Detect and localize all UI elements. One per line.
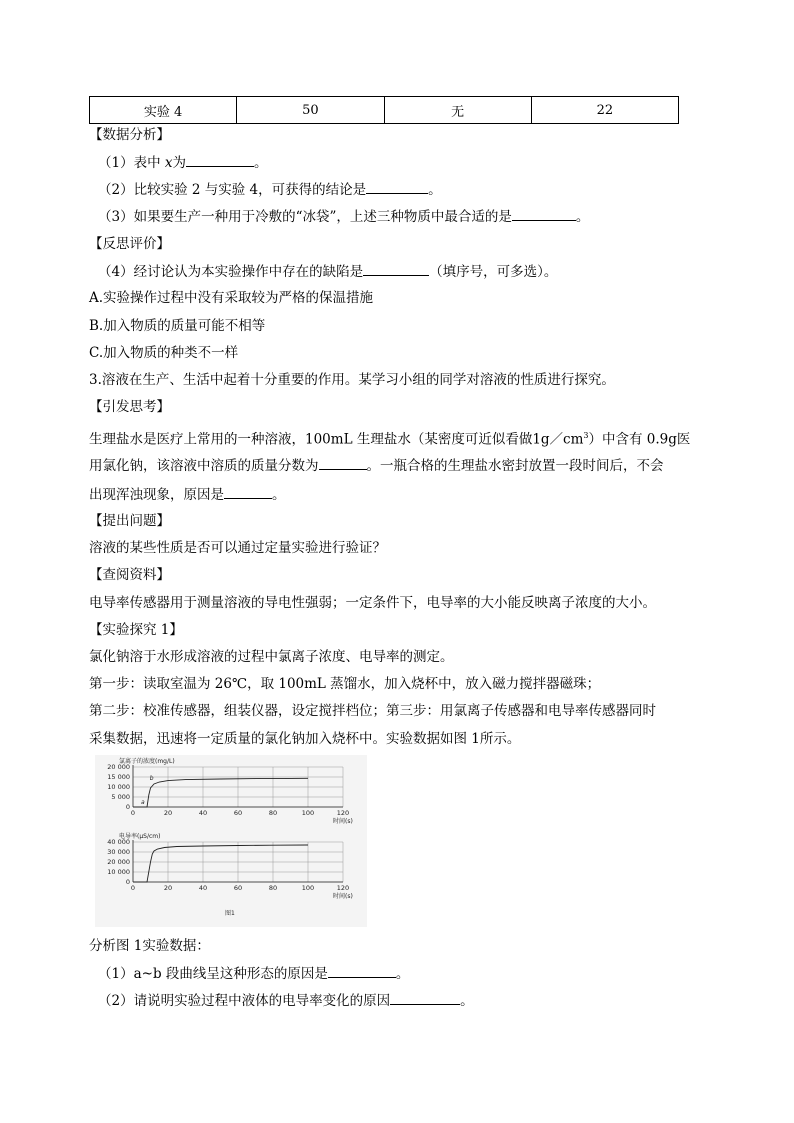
table-cell: 50	[237, 97, 384, 124]
question-text: 。	[395, 966, 410, 982]
table-cell: 22	[531, 97, 678, 124]
y-axis-label: 氯离子的浓度(mg/L)	[119, 758, 175, 765]
superscript: 3	[583, 431, 589, 440]
x-tick-label: 20	[163, 884, 173, 892]
paragraph-text: 。	[272, 487, 286, 503]
y-tick-label: 20 000	[107, 858, 130, 866]
answer-blank[interactable]	[328, 963, 396, 978]
section-heading: 【数据分析】	[89, 127, 170, 143]
answer-blank[interactable]	[366, 179, 428, 194]
answer-blank[interactable]	[363, 261, 429, 276]
answer-blank[interactable]	[390, 990, 460, 1005]
x-tick-label: 20	[163, 809, 173, 817]
paragraph-text: ）中含有 0.9g医	[588, 431, 691, 448]
paragraph-line	[89, 426, 690, 450]
data-table	[89, 96, 679, 124]
paragraph-text: 用氯化钠，该溶液中溶质的质量分数为	[89, 458, 319, 474]
chart-svg	[95, 755, 367, 927]
y-tick-label: 0	[125, 803, 130, 811]
x-axis-label: 时间(s)	[333, 893, 353, 900]
y-tick-label: 30 000	[107, 848, 130, 856]
figure-1	[95, 755, 367, 927]
question-text: 。	[428, 182, 442, 198]
answer-blank[interactable]	[224, 484, 272, 499]
x-tick-label: 40	[198, 809, 208, 817]
question-text: （4）经讨论认为本实验操作中存在的缺陷是	[98, 264, 364, 280]
paragraph-text: 生理盐水是医疗上常用的一种溶液，100mL 生理盐水（某密度可近似看做1g／cm	[89, 431, 584, 448]
question-analysis-2	[98, 990, 474, 1011]
annotation-b: b	[149, 775, 154, 782]
section-heading: 【查阅资料】	[89, 567, 170, 583]
option-a: A.实验操作过程中没有采取较为严格的保温措施	[89, 290, 374, 306]
x-tick-label: 0	[130, 809, 136, 817]
paragraph-line: 第二步：校准传感器，组装仪器，设定搅拌档位；第三步：用氯离子传感器和电导率传感器同时	[89, 703, 656, 719]
x-tick-label: 100	[301, 884, 315, 892]
answer-blank[interactable]	[512, 206, 576, 221]
x-tick-label: 120	[336, 884, 350, 892]
x-tick-label: 40	[198, 884, 208, 892]
question-text: 为	[172, 155, 187, 171]
y-tick-label: 10 000	[107, 783, 130, 791]
paragraph-line: 采集数据，迅速将一定质量的氯化钠加入烧杯中。实验数据如图 1所示。	[89, 731, 521, 747]
answer-blank[interactable]	[186, 152, 254, 167]
section-heading: 【提出问题】	[89, 513, 170, 529]
option-b: B.加入物质的质量可能不相等	[89, 318, 266, 334]
question-text: 。	[460, 993, 474, 1009]
question-text: （3）如果要生产一种用于冷敷的“冰袋”，上述三种物质中最合适的是	[98, 209, 512, 225]
section-heading: 【引发思考】	[89, 399, 170, 415]
x-tick-label: 120	[336, 809, 350, 817]
question-text: （2）请说明实验过程中液体的电导率变化的原因	[98, 993, 391, 1009]
question-intro: 3.溶液在生产、生活中起着十分重要的作用。某学习小组的同学对溶液的性质进行探究。	[89, 372, 615, 388]
table-cell: 实验 4	[90, 97, 237, 124]
paragraph-line: 氯化钠溶于水形成溶液的过程中氯离子浓度、电导率的测定。	[89, 649, 454, 665]
x-tick-label: 0	[130, 884, 136, 892]
y-tick-label: 40 000	[107, 838, 130, 846]
y-tick-label: 15 000	[107, 773, 130, 781]
question-analysis-1	[98, 963, 409, 984]
table-row	[90, 97, 679, 124]
paragraph-line: 电导率传感器用于测量溶液的导电性强弱；一定条件下，电导率的大小能反映离子浓度的大小。	[89, 595, 656, 611]
paragraph-line	[89, 455, 664, 476]
y-tick-label: 5 000	[111, 793, 130, 801]
variable-x: x	[164, 155, 173, 171]
question-2	[98, 179, 442, 200]
annotation-a: a	[141, 799, 145, 806]
table-cell: 无	[384, 97, 531, 124]
paragraph-line: 分析图 1实验数据：	[89, 938, 210, 954]
question-1	[98, 152, 268, 173]
answer-blank[interactable]	[319, 455, 367, 470]
x-tick-label: 60	[233, 884, 243, 892]
paragraph-line: 溶液的某些性质是否可以通过定量实验进行验证？	[89, 540, 386, 556]
question-3	[98, 206, 589, 227]
question-text: （1）表中	[98, 155, 165, 171]
y-tick-label: 20 000	[107, 763, 130, 771]
x-tick-label: 60	[233, 809, 243, 817]
figure-caption: 图1	[225, 910, 235, 917]
question-text: 。	[575, 209, 590, 225]
question-text: （填序号，可多选）。	[429, 264, 558, 280]
section-heading: 【反思评价】	[89, 236, 170, 252]
paragraph-text: 。一瓶合格的生理盐水密封放置一段时间后，不会	[366, 458, 664, 474]
chart-background	[95, 755, 367, 927]
x-tick-label: 100	[301, 809, 315, 817]
question-text: （2）比较实验 2 与实验 4，可获得的结论是	[98, 182, 367, 198]
paragraph-text: 出现浑浊现象，原因是	[89, 487, 224, 503]
question-4	[98, 261, 557, 282]
x-axis-label: 时间(s)	[333, 818, 353, 825]
x-tick-label: 80	[268, 809, 278, 817]
question-text: （1）a~b 段曲线呈这种形态的原因是	[98, 966, 328, 982]
option-c: C.加入物质的种类不一样	[89, 345, 239, 361]
y-tick-label: 0	[125, 878, 130, 886]
paragraph-line: 第一步：读取室温为 26℃，取 100mL 蒸馏水，加入烧杯中，放入磁力搅拌器磁珠；	[89, 676, 601, 692]
paragraph-line	[89, 484, 286, 505]
question-text: 。	[254, 155, 268, 171]
x-tick-label: 80	[268, 884, 278, 892]
y-axis-label: 电导率(μS/cm)	[119, 833, 161, 840]
y-tick-label: 10 000	[107, 868, 130, 876]
section-heading: 【实验探究 1】	[89, 622, 183, 638]
